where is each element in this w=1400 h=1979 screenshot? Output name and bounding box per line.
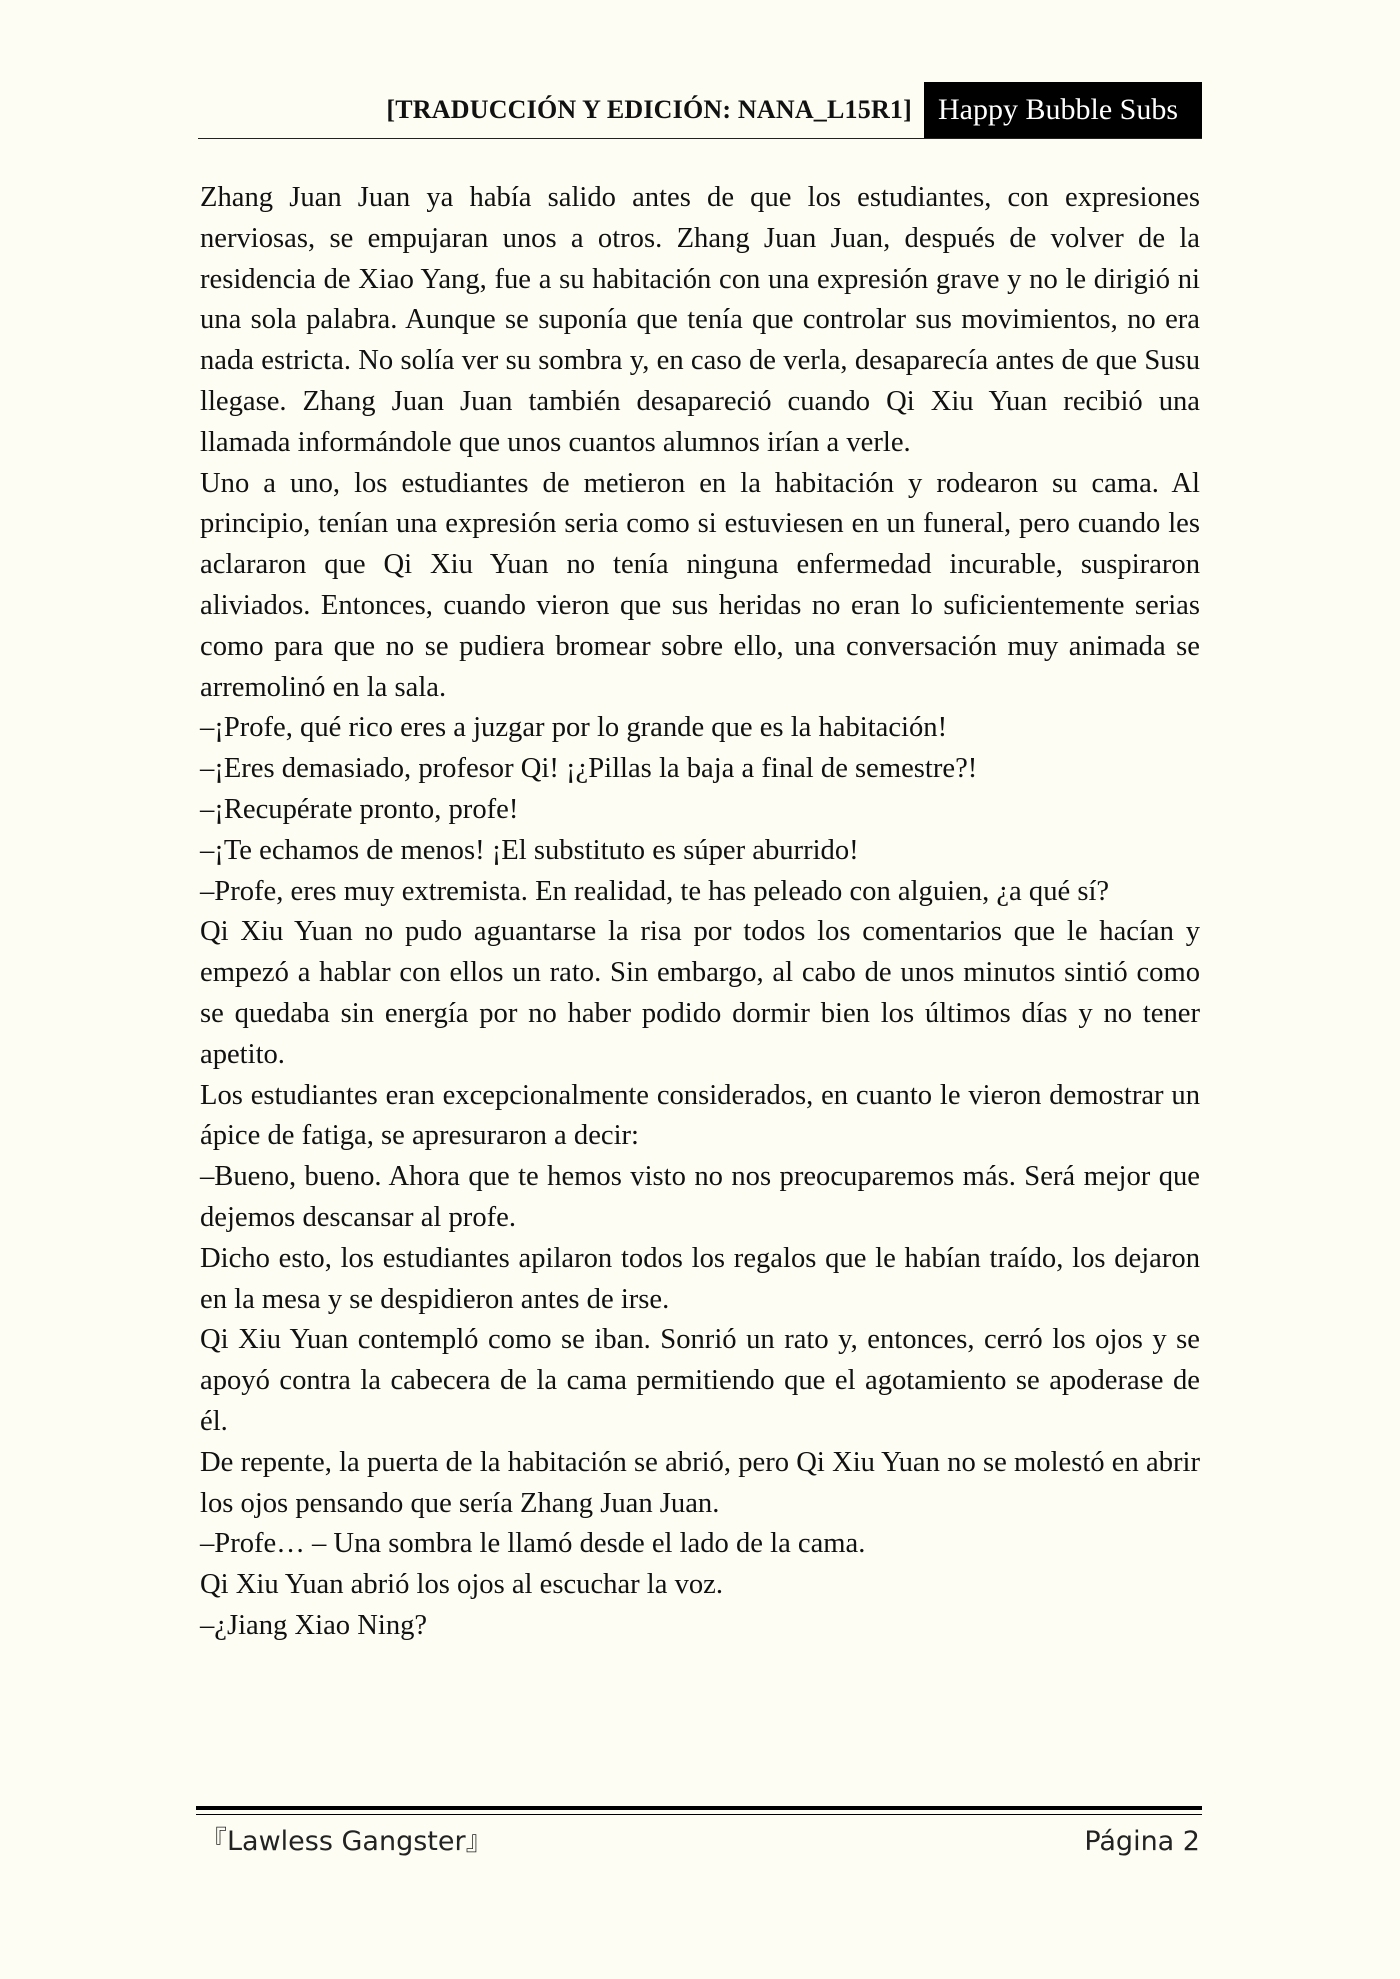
footer-divider-thick	[196, 1806, 1202, 1810]
paragraph: Qi Xiu Yuan abrió los ojos al escuchar la voz.	[200, 1569, 724, 1601]
dialogue-line: –Profe… – Una sombra le llamó desde el lado de la cama.	[200, 1528, 866, 1560]
footer-divider-thin	[196, 1814, 1202, 1815]
page-number: Página 2	[1084, 1826, 1200, 1857]
paragraph: Zhang Juan Juan ya había salido antes de que los estudiantes, con expresiones nerviosas, se empujaran unos a otros. Zhang Juan Juan, después de volver de la residencia de Xiao Yang, fue a su habitación con una expresión grave y no le dirigió ni una sola palabra. Aunque se suponía que tenía que controlar sus movimientos, no era nada estricta. No solía ver su sombra y, en caso de verla, desaparecía antes de que Susu llegase. Zhang Juan Juan también desapareció cuando Qi Xiu Yuan recibió una llamada informándole que unos cuantos alumnos irían a verle.	[200, 182, 1200, 458]
dialogue-line: –Bueno, bueno. Ahora que te hemos visto no nos preocuparemos más. Será mejor que dejemos descansar al profe.	[200, 1161, 1200, 1233]
paragraph: Los estudiantes eran excepcionalmente considerados, en cuanto le vieron demostrar un ápice de fatiga, se apresuraron a decir:	[200, 1079, 1200, 1152]
page-header	[198, 82, 1202, 139]
dialogue-line: –Profe, eres muy extremista. En realidad, te has peleado con alguien, ¿a qué sí?	[200, 875, 1110, 907]
translation-credit: [TRADUCCIÓN Y EDICIÓN: NANA_L15R1]	[386, 95, 912, 124]
paragraph: Qi Xiu Yuan contempló como se iban. Sonrió un rato y, entonces, cerró los ojos y se apoyó contra la cabecera de la cama permitiendo que el agotamiento se apoderase de él.	[200, 1324, 1200, 1437]
paragraph: Qi Xiu Yuan no pudo aguantarse la risa por todos los comentarios que le hacían y empezó a hablar con ellos un rato. Sin embargo, al cabo de unos minutos sintió como se quedaba sin energía por no haber podido dormir bien los últimos días y no tener apetito.	[200, 916, 1200, 1070]
dialogue-line: –¡Eres demasiado, profesor Qi! ¡¿Pillas la baja a final de semestre?!	[200, 753, 978, 785]
group-brand-label: Happy Bubble Subs	[924, 82, 1202, 138]
paragraph: Uno a uno, los estudiantes de metieron en la habitación y rodearon su cama. Al principio, tenían una expresión seria como si estuviesen en un funeral, pero cuando les aclararon que Qi Xiu Yuan no tenía ninguna enfermedad incurable, suspiraron aliviados. Entonces, cuando vieron que sus heridas no eran lo suficientemente serias como para que no se pudiera bromear sobre ello, una conversación muy animada se arremolinó en la sala.	[200, 467, 1200, 703]
page-body	[200, 178, 1200, 1647]
paragraph: Dicho esto, los estudiantes apilaron todos los regalos que le habían traído, los dejaron en la mesa y se despidieron antes de irse.	[200, 1242, 1200, 1315]
book-title: 『Lawless Gangster』	[200, 1826, 493, 1857]
paragraph: De repente, la puerta de la habitación se abrió, pero Qi Xiu Yuan no se molestó en abrir los ojos pensando que sería Zhang Juan Juan.	[200, 1446, 1200, 1519]
page-footer	[200, 1822, 1200, 1862]
dialogue-line: –¡Profe, qué rico eres a juzgar por lo grande que es la habitación!	[200, 712, 948, 744]
dialogue-line: –¿Jiang Xiao Ning?	[200, 1609, 428, 1641]
dialogue-line: –¡Te echamos de menos! ¡El substituto es súper aburrido!	[200, 834, 859, 866]
dialogue-line: –¡Recupérate pronto, profe!	[200, 793, 519, 825]
